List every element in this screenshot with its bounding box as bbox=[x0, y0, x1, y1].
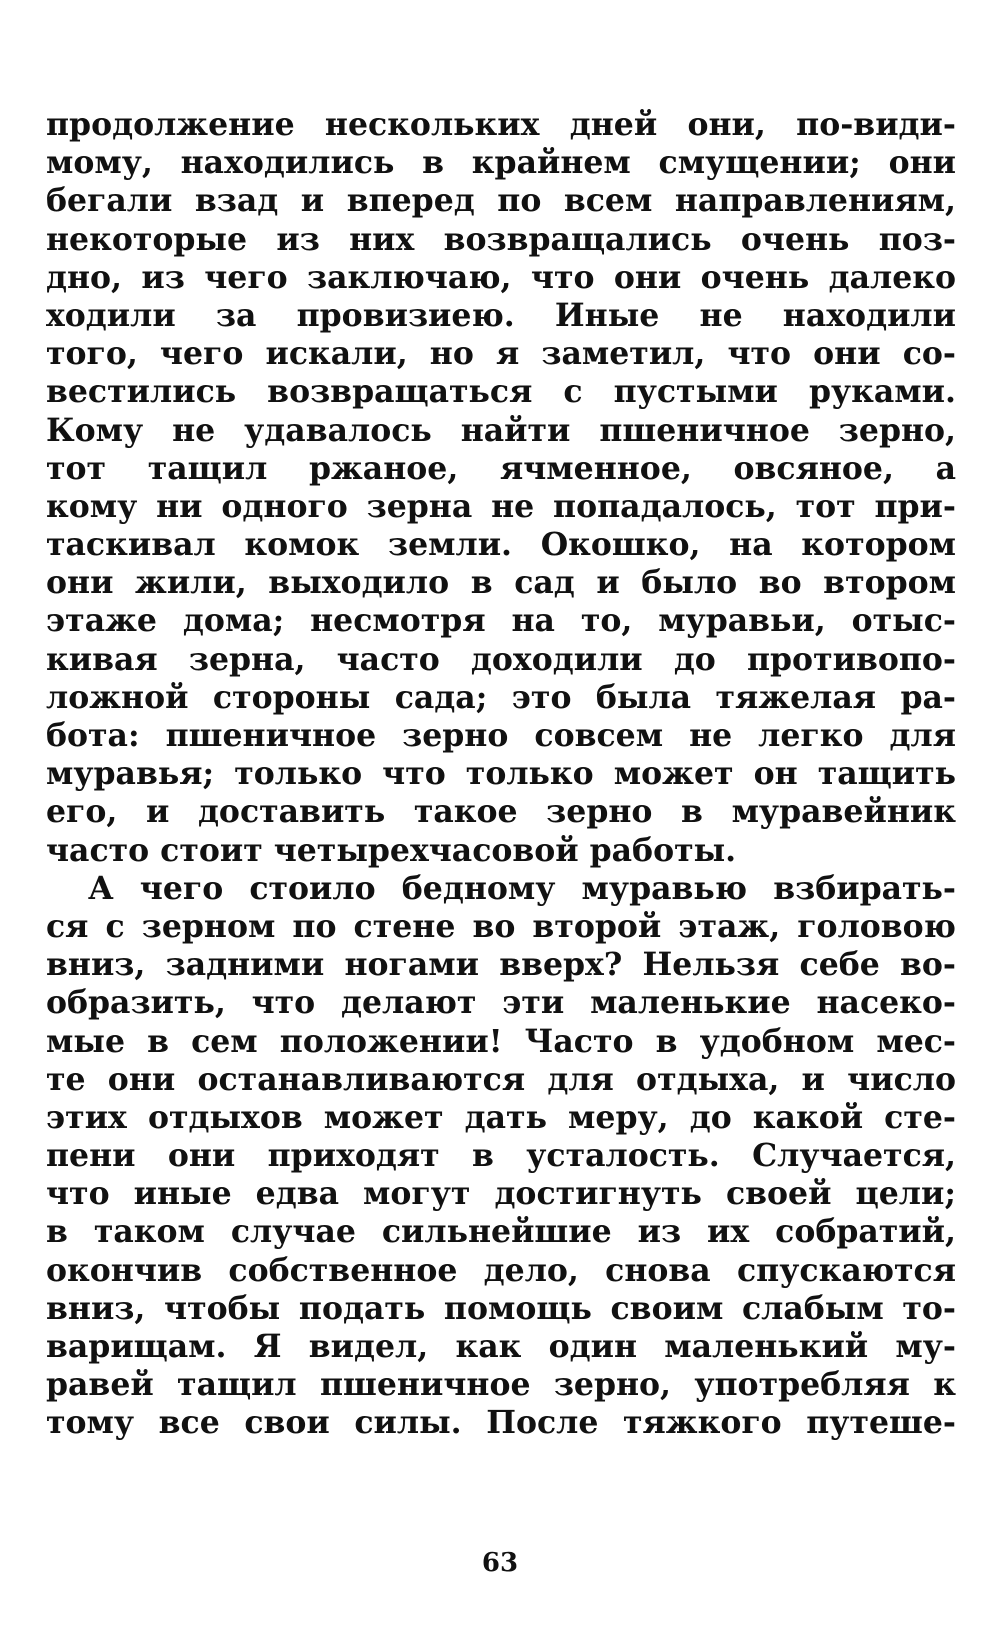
text-line: равей тащил пшеничное зерно, употребляя к bbox=[46, 1366, 956, 1404]
text-line: тому все свои силы. После тяжкого путеше- bbox=[46, 1404, 956, 1442]
text-line: бота: пшеничное зерно совсем не легко для bbox=[46, 717, 956, 754]
paragraph-1 bbox=[46, 106, 956, 870]
text-line: вниз, чтобы подать помощь своим слабым то- bbox=[46, 1289, 956, 1327]
text-line: муравья; только что только может он тащить bbox=[46, 755, 956, 793]
text-line: тот тащил ржаное, ячменное, овсяное, а bbox=[46, 449, 956, 487]
text-line: его, и доставить такое зерно в муравейник bbox=[46, 793, 956, 831]
text-line: того, чего искали, но я заметил, что они со- bbox=[46, 335, 956, 373]
text-line: мому, находились в крайнем смущении; они bbox=[46, 144, 956, 182]
text-line: таскивал комок земли. Окошко, на котором bbox=[46, 526, 956, 564]
text-line: ложной стороны сада; это была тяжелая ра- bbox=[46, 678, 956, 716]
text-line: вниз, задними ногами вверх? Нельзя себе во- bbox=[46, 946, 956, 984]
text-line: они жили, выходило в сад и было во втором bbox=[46, 564, 956, 602]
text-line: окончив собственное дело, снова спускаются bbox=[46, 1251, 956, 1289]
text-block bbox=[46, 106, 956, 1443]
text-line: ся с зерном по стене во второй этаж, головою bbox=[46, 907, 956, 945]
text-line: ходили за провизиею. Иные не находили bbox=[46, 296, 956, 334]
text-line: мые в сем положении! Часто в удобном мес- bbox=[46, 1022, 956, 1060]
text-line: что иные едва могут достигнуть своей цели; bbox=[46, 1175, 956, 1213]
text-line: некоторые из них возвращались очень поз- bbox=[46, 220, 956, 258]
text-line: образить, что делают эти маленькие насеко- bbox=[46, 984, 956, 1022]
text-line: этих отдыхов может дать меру, до какой сте- bbox=[46, 1098, 956, 1136]
text-line: дно, из чего заключаю, что они очень далеко bbox=[46, 258, 956, 296]
text-line: те они останавливаются для отдыха, и число bbox=[46, 1060, 956, 1098]
text-line: кивая зерна, часто доходили до противопо- bbox=[46, 640, 956, 678]
text-line: А чего стоило бедному муравью взбирать- bbox=[88, 869, 956, 907]
text-line: бегали взад и вперед по всем направлениям, bbox=[46, 182, 956, 220]
paragraph-2 bbox=[46, 870, 956, 1443]
text-line: в таком случае сильнейшие из их собратий, bbox=[46, 1213, 956, 1251]
text-line: кому ни одного зерна не попадалось, тот при- bbox=[46, 487, 956, 525]
text-line: вестились возвращаться с пустыми руками. bbox=[46, 373, 956, 411]
text-line: продолжение нескольких дней они, по-види- bbox=[46, 106, 956, 143]
text-line: пени они приходят в усталость. Случается, bbox=[46, 1137, 956, 1175]
text-line: варищам. Я видел, как один маленький му- bbox=[46, 1328, 956, 1365]
text-line: часто стоит четырехчасовой работы. bbox=[46, 831, 737, 869]
text-line: этаже дома; несмотря на то, муравьи, отыс- bbox=[46, 602, 956, 640]
page-number: 63 bbox=[481, 1548, 519, 1578]
text-line: Кому не удавалось найти пшеничное зерно, bbox=[46, 411, 956, 449]
